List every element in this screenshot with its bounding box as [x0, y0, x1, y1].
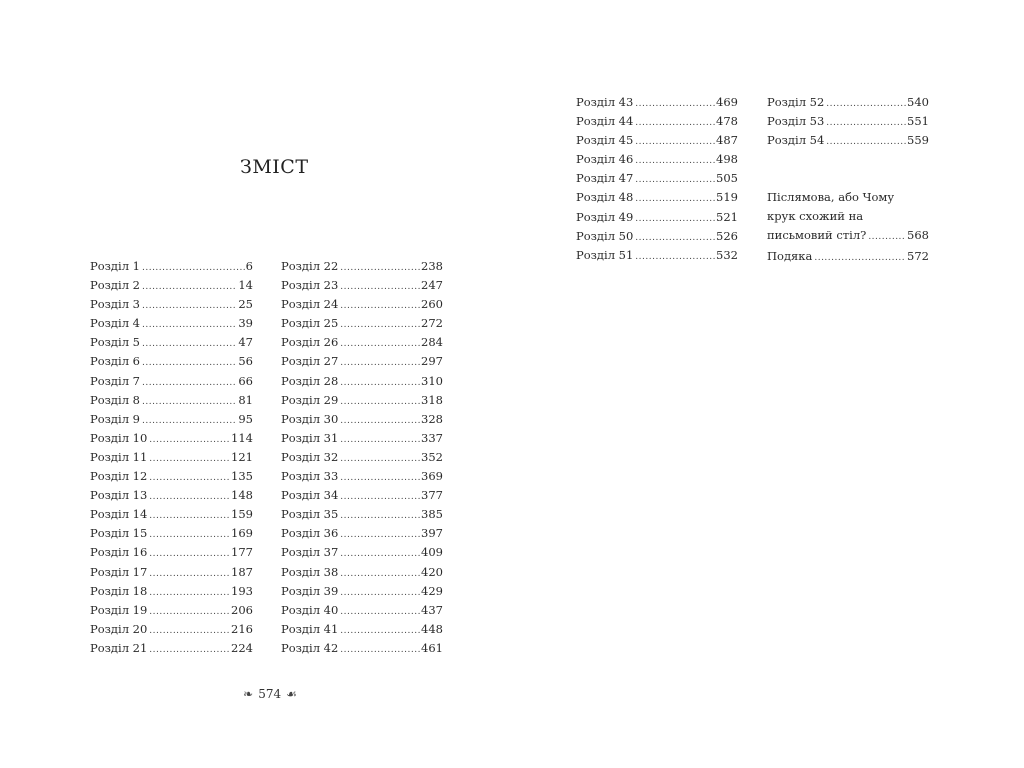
toc-entry-page: 519 [716, 190, 738, 205]
toc-entry-label: Розділ 27 [281, 354, 339, 369]
toc-entry-label: Розділ 9 [90, 411, 140, 426]
toc-entry [281, 295, 443, 314]
toc-entry [90, 276, 253, 295]
toc-entry-page: 135 [231, 469, 253, 484]
toc-entry-page: 47 [238, 335, 253, 350]
leader-dots [142, 374, 237, 393]
toc-entry-page: 95 [238, 411, 253, 426]
leader-dots [340, 622, 420, 641]
toc-entry [90, 467, 253, 486]
leader-dots [149, 450, 230, 469]
toc-entry-label: Розділ 37 [281, 545, 339, 560]
toc-entry-label: Розділ 17 [90, 564, 148, 579]
leader-dots [826, 133, 906, 152]
toc-entry-label: Розділ 1 [90, 259, 140, 273]
leader-dots [142, 278, 237, 297]
toc-entry-label: Розділ 6 [90, 354, 140, 369]
toc-entry-page: 377 [421, 488, 443, 503]
toc-entry-label: Розділ 43 [576, 95, 634, 109]
toc-entry-page: 297 [421, 354, 443, 369]
leader-dots [635, 95, 715, 114]
toc-entry-page: 193 [231, 583, 253, 598]
afterword-line-3 [767, 226, 929, 247]
toc-entry-label: Розділ 2 [90, 278, 140, 293]
page-title: ЗМІСТ [240, 156, 309, 178]
toc-entry [281, 429, 443, 448]
toc-entry-page: 238 [421, 259, 443, 273]
leader-dots [868, 228, 906, 247]
toc-entry-page: 25 [238, 297, 253, 312]
leader-dots [142, 297, 237, 316]
toc-entry [90, 295, 253, 314]
toc-entry-page: 478 [716, 114, 738, 129]
afterword-line-3-text: письмовий стіл? [767, 228, 867, 243]
leader-dots [635, 114, 715, 133]
toc-entry-label: Розділ 39 [281, 583, 339, 598]
leader-dots [635, 133, 715, 152]
toc-entry-label: Розділ 40 [281, 602, 339, 617]
acknowledgements-entry [767, 247, 929, 268]
leader-dots [635, 152, 715, 171]
leader-dots [826, 95, 906, 114]
toc-entry [90, 429, 253, 448]
toc-entry [90, 333, 253, 352]
toc-entry [576, 169, 738, 188]
leader-dots [340, 335, 420, 354]
toc-entry-label: Розділ 10 [90, 430, 148, 445]
toc-entry-label: Розділ 21 [90, 640, 148, 655]
toc-entry [90, 543, 253, 562]
toc-entry-label: Розділ 46 [576, 152, 634, 167]
leader-dots [340, 545, 420, 564]
leader-dots [142, 354, 237, 373]
leader-dots [142, 316, 237, 335]
leader-dots [635, 248, 715, 267]
leader-dots [149, 488, 230, 507]
toc-entry-page: 437 [421, 602, 443, 617]
toc-column-2 [281, 257, 443, 658]
toc-entry [90, 314, 253, 333]
leader-dots [340, 297, 420, 316]
leader-dots [149, 641, 230, 660]
toc-entry-page: 328 [421, 411, 443, 426]
toc-entry [281, 601, 443, 620]
toc-entry [90, 582, 253, 601]
toc-entry-page: 169 [231, 526, 253, 541]
toc-entry [767, 112, 929, 131]
page-folio [230, 687, 310, 701]
toc-entry-page: 310 [421, 373, 443, 388]
toc-entry-page: 177 [231, 545, 253, 560]
toc-entry-label: Розділ 20 [90, 621, 148, 636]
leader-dots [635, 210, 715, 229]
toc-entry-page: 272 [421, 316, 443, 331]
leader-dots [149, 507, 230, 526]
leader-dots [340, 565, 420, 584]
toc-entry [281, 639, 443, 658]
toc-entry [281, 486, 443, 505]
leader-dots [340, 431, 420, 450]
toc-entry [281, 524, 443, 543]
leader-dots [635, 229, 715, 248]
toc-entry-label: Розділ 44 [576, 114, 634, 129]
toc-entry [281, 314, 443, 333]
right-ornament-icon: ☙ [286, 687, 297, 701]
toc-entry-label: Розділ 14 [90, 507, 148, 522]
toc-entry-label: Розділ 19 [90, 602, 148, 617]
toc-entry [90, 563, 253, 582]
leader-dots [142, 259, 245, 278]
leader-dots [340, 603, 420, 622]
toc-entry [90, 524, 253, 543]
toc-entry-label: Розділ 23 [281, 278, 339, 293]
toc-entry-page: 559 [907, 133, 929, 148]
toc-entry-page: 420 [421, 564, 443, 579]
toc-entry-label: Розділ 50 [576, 228, 634, 243]
toc-entry-label: Розділ 41 [281, 621, 339, 636]
toc-entry-label: Розділ 4 [90, 316, 140, 331]
toc-entry-page: 56 [238, 354, 253, 369]
toc-entry-label: Розділ 51 [576, 247, 634, 262]
toc-entry-page: 521 [716, 209, 738, 224]
toc-entry [281, 620, 443, 639]
toc-entry-label: Розділ 7 [90, 373, 140, 388]
toc-entry-label: Розділ 54 [767, 133, 825, 148]
toc-entry [576, 112, 738, 131]
toc-entry [90, 391, 253, 410]
toc-entry [90, 257, 253, 276]
toc-entry-page: 461 [421, 640, 443, 655]
toc-entry [90, 505, 253, 524]
afterword-line-1: Післямова, або Чому [767, 190, 895, 204]
leader-dots [340, 641, 420, 660]
toc-entry-page: 532 [716, 247, 738, 262]
toc-entry [576, 131, 738, 150]
toc-entry [281, 410, 443, 429]
leader-dots [340, 584, 420, 603]
toc-entry [281, 257, 443, 276]
acknowledgements-page: 572 [907, 249, 929, 264]
leader-dots [635, 190, 715, 209]
toc-entry [90, 620, 253, 639]
toc-entry [90, 372, 253, 391]
toc-entry-label: Розділ 48 [576, 190, 634, 205]
toc-entry-page: 318 [421, 392, 443, 407]
toc-entry-page: 206 [231, 602, 253, 617]
toc-entry-page: 6 [245, 259, 253, 273]
toc-entry-page: 505 [716, 171, 738, 186]
toc-entry-page: 409 [421, 545, 443, 560]
toc-entry [576, 227, 738, 246]
toc-entry-page: 397 [421, 526, 443, 541]
toc-entry-label: Розділ 49 [576, 209, 634, 224]
left-ornament-icon: ❧ [243, 687, 254, 701]
toc-entry-page: 498 [716, 152, 738, 167]
toc-entry-label: Розділ 36 [281, 526, 339, 541]
toc-entry [281, 467, 443, 486]
leader-dots [340, 507, 420, 526]
toc-entry [90, 639, 253, 658]
toc-entry-label: Розділ 24 [281, 297, 339, 312]
toc-entry-label: Розділ 13 [90, 488, 148, 503]
toc-entry-label: Розділ 11 [90, 449, 148, 464]
toc-entry-page: 66 [238, 373, 253, 388]
toc-entry [90, 448, 253, 467]
toc-entry-page: 487 [716, 133, 738, 148]
leader-dots [142, 412, 237, 431]
toc-entry-label: Розділ 28 [281, 373, 339, 388]
toc-entry [576, 188, 738, 207]
toc-entry-page: 216 [231, 621, 253, 636]
leader-dots [340, 278, 420, 297]
leader-dots [149, 469, 230, 488]
leader-dots [149, 431, 230, 450]
toc-entry [281, 543, 443, 562]
leader-dots [340, 316, 420, 335]
toc-entry-label: Розділ 25 [281, 316, 339, 331]
toc-entry-page: 14 [238, 278, 253, 293]
afterword-line-2: крук схожий на [767, 209, 864, 224]
leader-dots [635, 171, 715, 190]
toc-column-4 [767, 93, 929, 150]
toc-entry-label: Розділ 26 [281, 335, 339, 350]
toc-entry [767, 93, 929, 112]
toc-entry-label: Розділ 53 [767, 114, 825, 129]
afterword-page: 568 [907, 228, 929, 243]
toc-entry-page: 224 [231, 640, 253, 655]
leader-dots [340, 354, 420, 373]
toc-entry-label: Розділ 34 [281, 488, 339, 503]
toc-entry [90, 601, 253, 620]
toc-entry [767, 131, 929, 150]
toc-entry-label: Розділ 29 [281, 392, 339, 407]
toc-entry-page: 284 [421, 335, 443, 350]
toc-entry-page: 187 [231, 564, 253, 579]
toc-entry-page: 81 [238, 392, 253, 407]
leader-dots [340, 469, 420, 488]
leader-dots [142, 335, 237, 354]
toc-entry-page: 429 [421, 583, 443, 598]
toc-entry-label: Розділ 45 [576, 133, 634, 148]
toc-entry-label: Розділ 3 [90, 297, 140, 312]
leader-dots [340, 393, 420, 412]
toc-entry-page: 385 [421, 507, 443, 522]
leader-dots [149, 565, 230, 584]
toc-entry-page: 551 [907, 114, 929, 129]
toc-entry [90, 486, 253, 505]
toc-entry-page: 352 [421, 449, 443, 464]
toc-entry [281, 448, 443, 467]
toc-entry [281, 352, 443, 371]
toc-entry [576, 246, 738, 265]
leader-dots [340, 526, 420, 545]
toc-entry [90, 352, 253, 371]
afterword-entry [767, 188, 929, 268]
toc-entry-label: Розділ 30 [281, 411, 339, 426]
toc-entry-page: 369 [421, 469, 443, 484]
toc-entry-label: Розділ 18 [90, 583, 148, 598]
leader-dots [149, 545, 230, 564]
leader-dots [340, 412, 420, 431]
leader-dots [149, 603, 230, 622]
toc-entry [281, 391, 443, 410]
toc-entry-page: 148 [231, 488, 253, 503]
leader-dots [149, 526, 230, 545]
toc-entry-label: Розділ 12 [90, 469, 148, 484]
toc-entry-label: Розділ 16 [90, 545, 148, 560]
toc-entry-page: 159 [231, 507, 253, 522]
toc-entry-page: 114 [231, 430, 253, 445]
toc-entry [576, 93, 738, 112]
toc-entry [281, 505, 443, 524]
toc-entry-page: 121 [231, 449, 253, 464]
toc-entry-page: 469 [716, 95, 738, 109]
toc-entry [90, 410, 253, 429]
toc-entry-label: Розділ 38 [281, 564, 339, 579]
leader-dots [142, 393, 237, 412]
leader-dots [149, 622, 230, 641]
leader-dots [814, 249, 906, 268]
toc-entry [576, 208, 738, 227]
leader-dots [340, 488, 420, 507]
page-number: 574 [258, 687, 282, 701]
leader-dots [826, 114, 906, 133]
toc-entry [281, 333, 443, 352]
toc-entry-label: Розділ 42 [281, 640, 339, 655]
toc-entry-label: Розділ 32 [281, 449, 339, 464]
toc-entry-page: 247 [421, 278, 443, 293]
toc-entry-label: Розділ 5 [90, 335, 140, 350]
toc-entry-label: Розділ 47 [576, 171, 634, 186]
toc-entry-page: 540 [907, 95, 929, 109]
toc-entry-page: 260 [421, 297, 443, 312]
toc-entry [281, 563, 443, 582]
toc-entry-label: Розділ 35 [281, 507, 339, 522]
acknowledgements-label: Подяка [767, 249, 813, 264]
toc-entry-label: Розділ 31 [281, 430, 339, 445]
toc-entry-page: 448 [421, 621, 443, 636]
toc-entry-label: Розділ 15 [90, 526, 148, 541]
toc-entry [281, 372, 443, 391]
toc-entry-label: Розділ 22 [281, 259, 339, 273]
toc-entry-page: 526 [716, 228, 738, 243]
leader-dots [340, 450, 420, 469]
toc-entry-label: Розділ 8 [90, 392, 140, 407]
toc-entry-page: 39 [238, 316, 253, 331]
toc-column-3 [576, 93, 738, 265]
toc-entry-label: Розділ 33 [281, 469, 339, 484]
leader-dots [340, 259, 420, 278]
toc-entry-label: Розділ 52 [767, 95, 825, 109]
toc-entry [281, 276, 443, 295]
leader-dots [340, 374, 420, 393]
toc-entry-page: 337 [421, 430, 443, 445]
toc-entry [576, 150, 738, 169]
toc-entry [281, 582, 443, 601]
leader-dots [149, 584, 230, 603]
toc-column-1 [90, 257, 253, 658]
